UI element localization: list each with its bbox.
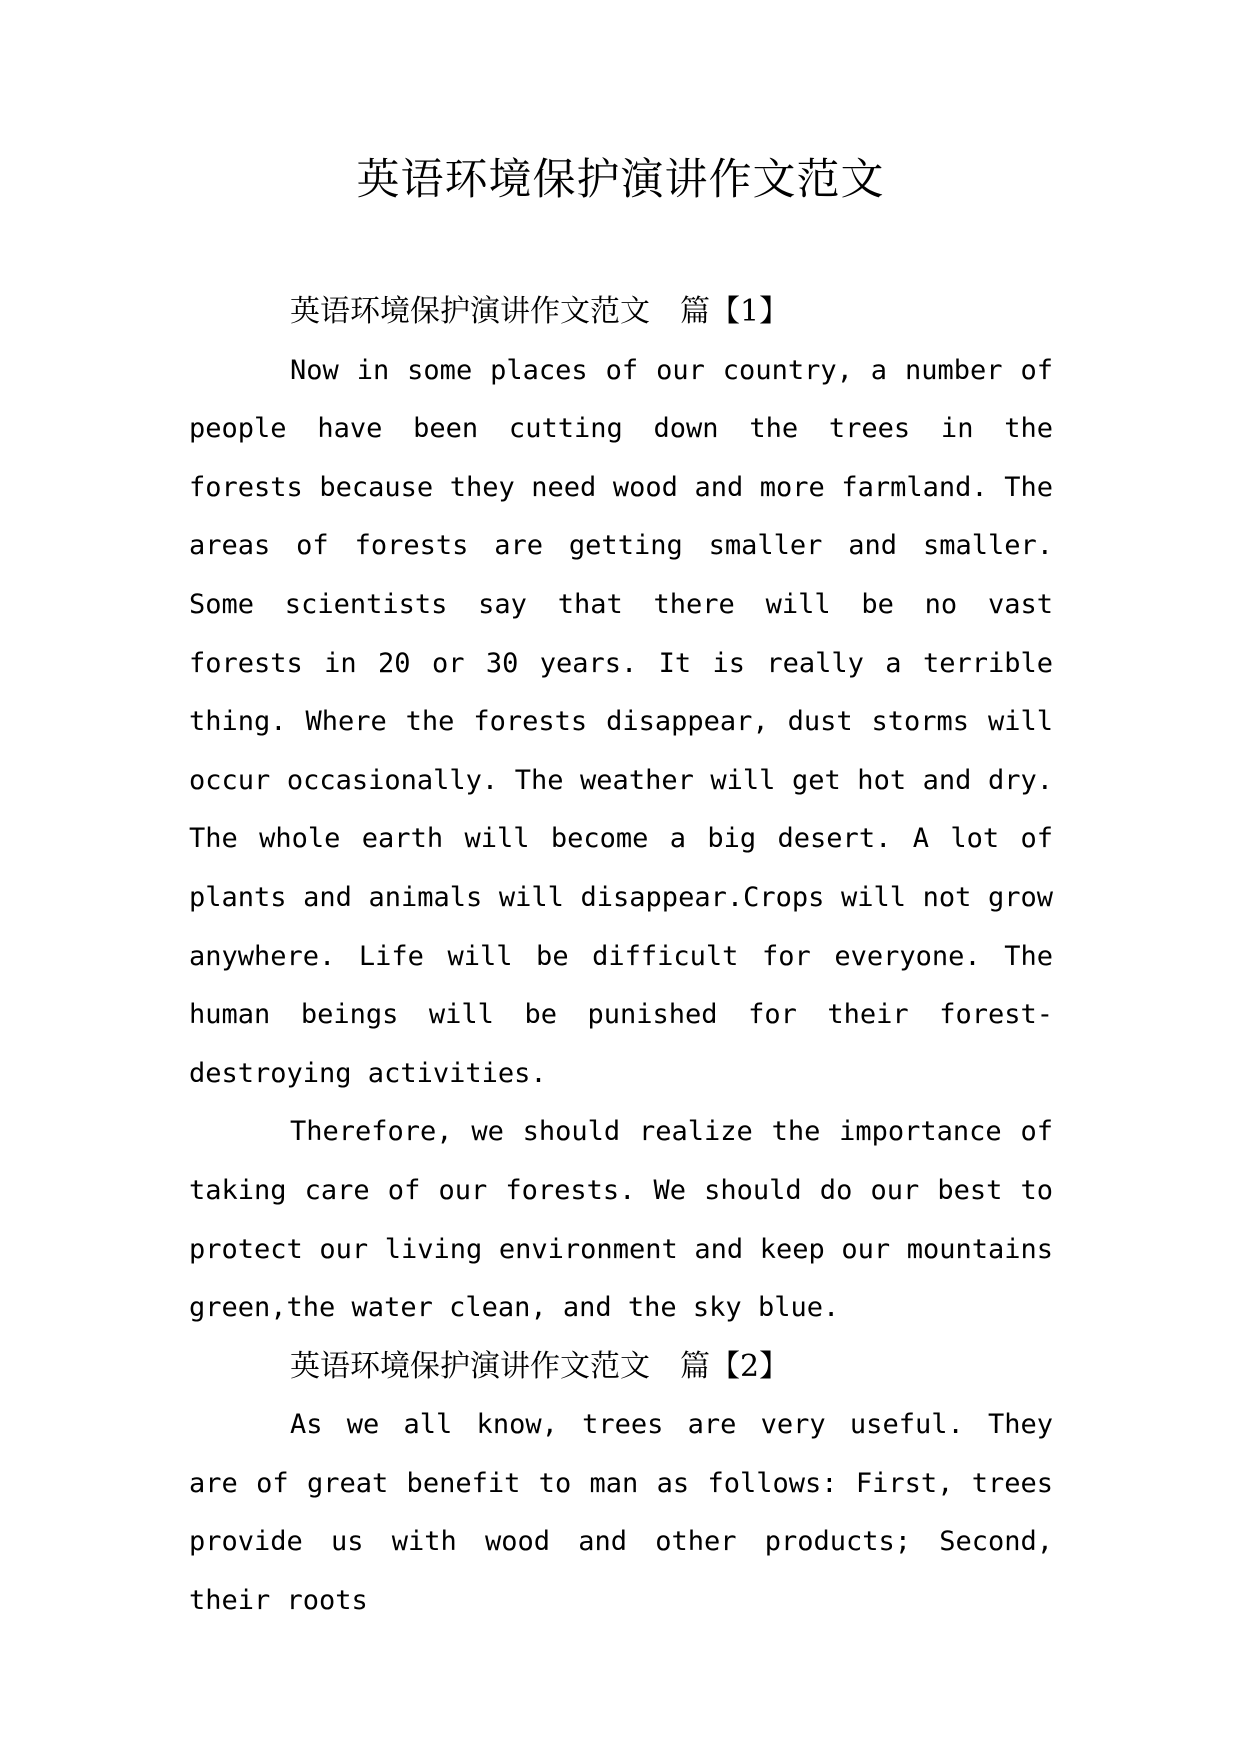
- section-heading: 英语环境保护演讲作文范文 篇【2】: [290, 1348, 790, 1384]
- paragraph: Therefore, we should realize the importance of taking care of our forests. We should do our best to protect our living environment and keep our mountains green,the water clean, and the sky blue.: [189, 1116, 1053, 1324]
- paragraph: As we all know, trees are very useful. They are of great benefit to man as follows: First, trees provide us with wood and other products; Second, their roots: [189, 1409, 1053, 1617]
- paragraph: Now in some places of our country, a number of people have been cutting down the trees in the forests because they need wood and more farmland. The areas of forests are getting smaller and smaller. Some scientists say that there will be no vast forests in 20 or 30 years. It is really a terrible thing. Where the forests disappear, dust storms will occur occasionally. The weather will get hot and dry. The whole earth will become a big desert. A lot of plants and animals will disappear.Crops will not grow anywhere. Life will be difficult for everyone. The human beings will be punished for their forest-destroying activities.: [189, 354, 1053, 1089]
- document-title: 英语环境保护演讲作文范文: [356, 155, 885, 205]
- document-body: [189, 283, 1053, 1631]
- section-heading: 英语环境保护演讲作文范文 篇【1】: [290, 294, 790, 329]
